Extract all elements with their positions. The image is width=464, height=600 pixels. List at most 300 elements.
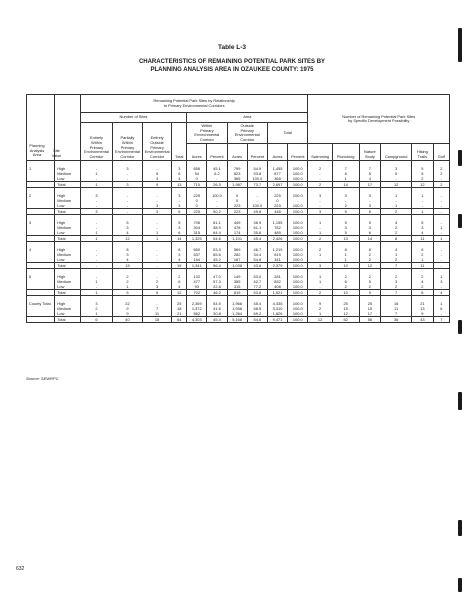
site-value-cell: Low [55, 203, 81, 209]
table-cell: 9 [412, 311, 434, 317]
table-cell: 1 [80, 171, 112, 176]
table-cell: 341 [267, 257, 287, 263]
table-cell: - [433, 176, 449, 182]
table-cell: 12 [332, 311, 359, 317]
total-cell: 3 [308, 263, 332, 269]
total-cell: 7 [381, 263, 412, 269]
table-cell: 3 [308, 193, 332, 198]
total-cell: 100.0 [288, 290, 308, 296]
table-cell: 537 [187, 252, 207, 257]
table-cell: 17 [359, 311, 381, 317]
table-cell: 3 [359, 225, 381, 230]
total-label: Total [55, 290, 81, 296]
table-cell: 1 [308, 279, 332, 284]
table-cell: 3 [172, 203, 187, 209]
table-cell: 365 [267, 176, 287, 182]
table-cell: 5 [332, 220, 359, 225]
table-cell: 30.8 [207, 311, 227, 317]
table-cell: 1,826 [267, 311, 287, 317]
table-cell: - [433, 252, 449, 257]
total-cell: 12 [359, 263, 381, 269]
table-cell: 9 [113, 311, 143, 317]
table-cell: - [113, 198, 143, 203]
table-cell: 478 [227, 225, 247, 230]
total-cell: 17 [359, 182, 381, 188]
table-cell: 38.9 [247, 220, 267, 225]
table-cell: 2 [359, 284, 381, 290]
table-cell: 282 [227, 252, 247, 257]
site-value-cell: Low [55, 284, 81, 290]
header-percent: Percent [247, 144, 267, 161]
total-cell: 10 [332, 290, 359, 296]
table-cell: - [207, 176, 227, 182]
table-cell: - [433, 247, 449, 252]
table-cell: 8 [359, 247, 381, 252]
table-cell: 5 [381, 171, 412, 176]
table-cell: - [142, 198, 172, 203]
table-cell: - [412, 198, 434, 203]
table-cell: - [80, 274, 112, 279]
total-cell: 1 [412, 209, 434, 215]
table-cell: 223 [267, 203, 287, 209]
table-cell: 69.2 [247, 311, 267, 317]
table-cell: 3 [172, 193, 187, 198]
total-cell: 52 [332, 317, 359, 323]
table-cell: 93 [187, 284, 207, 290]
header-nature-study: Nature Study [359, 144, 381, 161]
table-cell: 9 [308, 301, 332, 306]
table-cell: - [80, 166, 112, 171]
table-cell: 1 [381, 252, 412, 257]
total-cell: - [113, 209, 143, 215]
table-cell: 6 [412, 247, 434, 252]
table-cell: - [433, 193, 449, 198]
table-cell: 1 [412, 257, 434, 263]
table-cell: - [113, 193, 143, 198]
table-cell: 100.0 [247, 176, 267, 182]
table-cell: 100.0 [288, 274, 308, 279]
table-cell: 1 [308, 252, 332, 257]
data-table [26, 94, 450, 323]
total-cell: 7 [433, 317, 449, 323]
page-edge-mark [458, 392, 462, 410]
table-cell: 154 [187, 257, 207, 263]
total-cell: 43.6 [247, 263, 267, 269]
table-cell: 38.9 [207, 225, 227, 230]
header-entirely-outside: Entirely Outside Primary Environmental Corridor [142, 123, 172, 161]
table-cell: - [80, 257, 112, 263]
page-edge-mark [458, 150, 462, 166]
table-cell: 61.1 [247, 225, 267, 230]
total-cell: 12 [412, 182, 434, 188]
table-cell: 100.0 [288, 284, 308, 290]
total-cell: 1,038 [227, 263, 247, 269]
table-cell: 100.0 [288, 306, 308, 311]
table-cell: 1,938 [227, 306, 247, 311]
table-cell: 2 [308, 247, 332, 252]
table-cell: - [80, 176, 112, 182]
table-cell: 4 [381, 220, 412, 225]
total-cell: - [433, 209, 449, 215]
table-cell: 100.0 [247, 203, 267, 209]
table-cell: - [433, 284, 449, 290]
table-cell: 2 [332, 284, 359, 290]
table-cell: 0 [227, 193, 247, 198]
table-cell: - [412, 203, 434, 209]
table-cell: 53.3 [207, 247, 227, 252]
total-cell: - [142, 263, 172, 269]
table-cell: 100.0 [288, 193, 308, 198]
planning-area-cell: 5 [27, 274, 55, 279]
page-edge-mark [458, 520, 462, 536]
table-cell: 5 [142, 171, 172, 176]
total-cell: 2 [308, 290, 332, 296]
table-cell: - [308, 225, 332, 230]
table-cell: 45.4 [247, 301, 267, 306]
table-cell: - [142, 220, 172, 225]
table-cell: 1 [80, 230, 112, 236]
header-swimming: Swimming [308, 144, 332, 161]
table-cell: 3 [172, 225, 187, 230]
table-cell: 1 [433, 301, 449, 306]
table-cell: 65.6 [207, 252, 227, 257]
table-cell: 1 [433, 225, 449, 230]
header-acres: Acres [227, 144, 247, 161]
table-cell: 6 [433, 306, 449, 311]
table-cell: - [207, 203, 227, 209]
table-cell: 2 [172, 274, 187, 279]
table-cell: - [142, 166, 172, 171]
site-value-cell: Medium [55, 279, 81, 284]
site-value-cell: High [55, 220, 81, 225]
table-cell: 187 [227, 257, 247, 263]
table-cell: 1 [80, 311, 112, 317]
total-cell: 4,303 [187, 317, 207, 323]
total-cell: 15 [172, 263, 187, 269]
header-site-value-label: Site Value [51, 148, 62, 158]
table-cell: 7 [381, 311, 412, 317]
total-cell: 2 [308, 236, 332, 242]
header-percent: Percent [207, 144, 227, 161]
total-cell: 1,341 [187, 263, 207, 269]
total-cell: 54.6 [247, 317, 267, 323]
total-cell: 13 [332, 236, 359, 242]
table-cell: 4 [359, 176, 381, 182]
total-cell: 2,697 [267, 182, 287, 188]
table-cell: 2 [412, 252, 434, 257]
table-cell: - [433, 203, 449, 209]
table-label: Table L-3 [217, 44, 247, 51]
table-cell: 4,335 [267, 301, 287, 306]
table-cell: 25 [332, 301, 359, 306]
total-cell: 12 [113, 236, 143, 242]
table-cell: 45.1 [207, 166, 227, 171]
table-cell: 4 [412, 279, 434, 284]
site-value-cell: Low [55, 176, 81, 182]
table-cell: - [332, 198, 359, 203]
table-cell: 0 [267, 198, 287, 203]
header-partially-within: Partially Within Primary Environmental Corridor [113, 123, 143, 161]
total-cell: 45.4 [207, 317, 227, 323]
table-cell: - [288, 198, 308, 203]
table-cell: 0 [227, 198, 247, 203]
table-cell: 1,264 [227, 311, 247, 317]
table-cell: - [433, 220, 449, 225]
total-cell: 819 [227, 290, 247, 296]
total-cell: 9 [142, 182, 172, 188]
table-cell: 3 [113, 252, 143, 257]
table-cell: 4 [142, 176, 172, 182]
table-cell: 100.0 [288, 257, 308, 263]
table-cell: 706 [187, 220, 207, 225]
table-cell: 3 [359, 193, 381, 198]
table-cell: - [80, 220, 112, 225]
table-cell: - [80, 284, 112, 290]
total-cell: - [80, 263, 112, 269]
table-cell: 100.0 [207, 193, 227, 198]
table-cell: 100.0 [288, 311, 308, 317]
table-cell: 2 [381, 225, 412, 230]
table-cell: - [172, 198, 187, 203]
table-cell: - [308, 198, 332, 203]
header-outside-corridor: Outside Primary Environmental Corridor [227, 123, 267, 144]
table-cell: - [113, 171, 143, 176]
header-acres: Acres [267, 144, 287, 161]
planning-area-cell: 3 [27, 220, 55, 225]
table-cell: 4 [172, 284, 187, 290]
table-cell: 281 [267, 274, 287, 279]
total-cell: 36 [381, 317, 412, 323]
total-cell: 1 [80, 290, 112, 296]
table-cell: 1 [308, 311, 332, 317]
table-cell: 42.7 [247, 279, 267, 284]
table-cell: 1 [80, 279, 112, 284]
table-cell: - [80, 252, 112, 257]
table-cell: 2,369 [187, 301, 207, 306]
table-cell: - [207, 198, 227, 203]
table-cell: - [433, 311, 449, 317]
table-cell: 57.3 [207, 279, 227, 284]
site-value-cell: Low [55, 311, 81, 317]
page-edge-mark [458, 578, 462, 592]
total-cell: 14 [172, 236, 187, 242]
table-cell: - [308, 257, 332, 263]
table-cell: 0 [187, 198, 207, 203]
site-value-cell: High [55, 301, 81, 306]
table-cell: 1 [332, 257, 359, 263]
table-cell: 1 [381, 203, 412, 209]
table-cell: 304 [187, 225, 207, 230]
total-cell: 73.7 [247, 182, 267, 188]
total-cell: 1 [142, 236, 172, 242]
header-entirely-within: Entirely Within Primary Environmental Corridor [80, 123, 112, 161]
table-cell: 54.9 [247, 166, 267, 171]
total-cell: 13 [172, 182, 187, 188]
total-cell: 3 [113, 182, 143, 188]
total-cell: 1,325 [187, 236, 207, 242]
table-cell: 35.6 [247, 230, 267, 236]
table-cell: 1,219 [267, 247, 287, 252]
total-cell: 49.8 [247, 209, 267, 215]
table-cell: 4 [113, 257, 143, 263]
table-title-line-1: CHARACTERISTICS OF REMAINING POTENTIAL PARK SITES BY [138, 59, 326, 65]
table-cell: 877 [267, 171, 287, 176]
table-cell: 1 [412, 193, 434, 198]
total-cell: 26.3 [207, 182, 227, 188]
table-cell: 223 [227, 203, 247, 209]
total-cell: 14 [332, 182, 359, 188]
table-title [0, 58, 464, 74]
table-cell: 100.0 [288, 279, 308, 284]
table-cell: 2 [113, 274, 143, 279]
table-cell: 3 [80, 301, 112, 306]
header-planning-area-label: Planning Analysis Area [29, 143, 45, 158]
table-cell: - [308, 203, 332, 209]
site-value-cell: Low [55, 257, 81, 263]
site-value-cell: High [55, 247, 81, 252]
table-cell: 2 [332, 203, 359, 209]
total-label: Total [55, 317, 81, 323]
table-cell: - [247, 193, 267, 198]
site-value-cell: Medium [55, 252, 81, 257]
table-cell: 2 [433, 166, 449, 171]
table-cell: 47.0 [207, 274, 227, 279]
total-cell: 11 [412, 236, 434, 242]
header-area: Area [187, 113, 308, 123]
total-cell: 448 [267, 209, 287, 215]
site-value-cell: Medium [55, 171, 81, 176]
total-cell: 710 [187, 182, 207, 188]
header-percent: Percent [288, 144, 308, 161]
table-cell: 3 [113, 225, 143, 230]
table-cell: 2 [381, 257, 412, 263]
total-cell: 56 [359, 317, 381, 323]
table-cell: - [433, 198, 449, 203]
table-cell: 2 [308, 166, 332, 171]
table-cell: 3 [142, 284, 172, 290]
table-cell: 2 [412, 284, 434, 290]
table-cell: 7 [142, 306, 172, 311]
total-cell: 5 [332, 209, 359, 215]
table-cell: 3 [412, 225, 434, 230]
total-label: Total [55, 263, 81, 269]
table-cell: 1 [332, 176, 359, 182]
site-value-cell: High [55, 166, 81, 171]
table-cell: 2 [80, 306, 112, 311]
table-cell: 823 [227, 171, 247, 176]
table-cell: 2 [381, 230, 412, 236]
table-cell: 315 [227, 284, 247, 290]
table-cell: 100.0 [288, 220, 308, 225]
total-cell: 1,987 [227, 182, 247, 188]
total-cell: 3 [80, 209, 112, 215]
table-cell: 13 [412, 306, 434, 311]
total-cell: 6 [359, 209, 381, 215]
total-cell: 2 [433, 182, 449, 188]
table-cell: 149 [227, 274, 247, 279]
table-cell: 64.4 [207, 230, 227, 236]
table-cell: 11 [381, 306, 412, 311]
table-cell: 650 [187, 247, 207, 252]
table-cell: 819 [267, 252, 287, 257]
table-cell: 5 [332, 230, 359, 236]
table-cell: 15 [332, 306, 359, 311]
table-cell: - [433, 230, 449, 236]
table-cell: 5 [172, 220, 187, 225]
table-cell: 15 [359, 306, 381, 311]
table-cell: 5 [412, 166, 434, 171]
table-cell: 1 [308, 274, 332, 279]
table-cell: 100.0 [288, 225, 308, 230]
table-cell: 1 [308, 220, 332, 225]
table-cell: 365 [227, 176, 247, 182]
total-label: Total [55, 182, 81, 188]
table-cell: - [113, 176, 143, 182]
header-campground: Campground [381, 144, 412, 161]
total-cell: 2,379 [267, 263, 287, 269]
table-body [27, 161, 450, 323]
table-cell: 315 [187, 230, 207, 236]
table-cell: 100.0 [288, 203, 308, 209]
table-cell: 6 [359, 230, 381, 236]
table-cell: - [381, 198, 412, 203]
table-cell: 1 [433, 274, 449, 279]
table-cell: 225 [267, 193, 287, 198]
table-cell: 1,155 [267, 220, 287, 225]
table-cell: - [113, 203, 143, 209]
table-cell: 54 [187, 171, 207, 176]
table-cell: 132 [187, 274, 207, 279]
table-cell: 3 [172, 252, 187, 257]
table-cell: 6.2 [207, 171, 227, 176]
table-cell: 7 [359, 166, 381, 171]
table-cell: 3 [381, 166, 412, 171]
table-cell: 5 [113, 220, 143, 225]
planning-area-cell: 2 [27, 193, 55, 198]
total-cell: 100.0 [288, 182, 308, 188]
table-cell: 477 [187, 279, 207, 284]
table-cell: 22 [113, 301, 143, 306]
table-cell: 6 [172, 279, 187, 284]
table-cell: 6 [172, 230, 187, 236]
planning-area-cell: 4 [27, 247, 55, 252]
site-value-cell: High [55, 193, 81, 198]
table-cell: - [142, 252, 172, 257]
table-cell: - [142, 301, 172, 306]
table-cell: 3 [332, 225, 359, 230]
table-cell: 5 [412, 171, 434, 176]
table-cell: 0 [187, 176, 207, 182]
header-number-of-sites: Number of Sites [80, 113, 186, 123]
table-cell: - [381, 176, 412, 182]
table-cell: 5 [359, 171, 381, 176]
total-cell: 100.0 [288, 236, 308, 242]
total-cell: 8 [381, 236, 412, 242]
total-cell: 2 [308, 182, 332, 188]
table-cell: 8 [172, 247, 187, 252]
table-cell: 25 [359, 301, 381, 306]
table-cell: 656 [187, 166, 207, 171]
table-cell: 3 [332, 193, 359, 198]
table-cell: 16 [381, 301, 412, 306]
total-cell: 1,101 [227, 236, 247, 242]
table-cell: 3 [80, 193, 112, 198]
total-cell: 1,521 [267, 290, 287, 296]
header-acres: Acres [187, 144, 207, 161]
table-cell: 6 [332, 171, 359, 176]
table-cell: - [80, 225, 112, 230]
total-cell: 18 [142, 317, 172, 323]
